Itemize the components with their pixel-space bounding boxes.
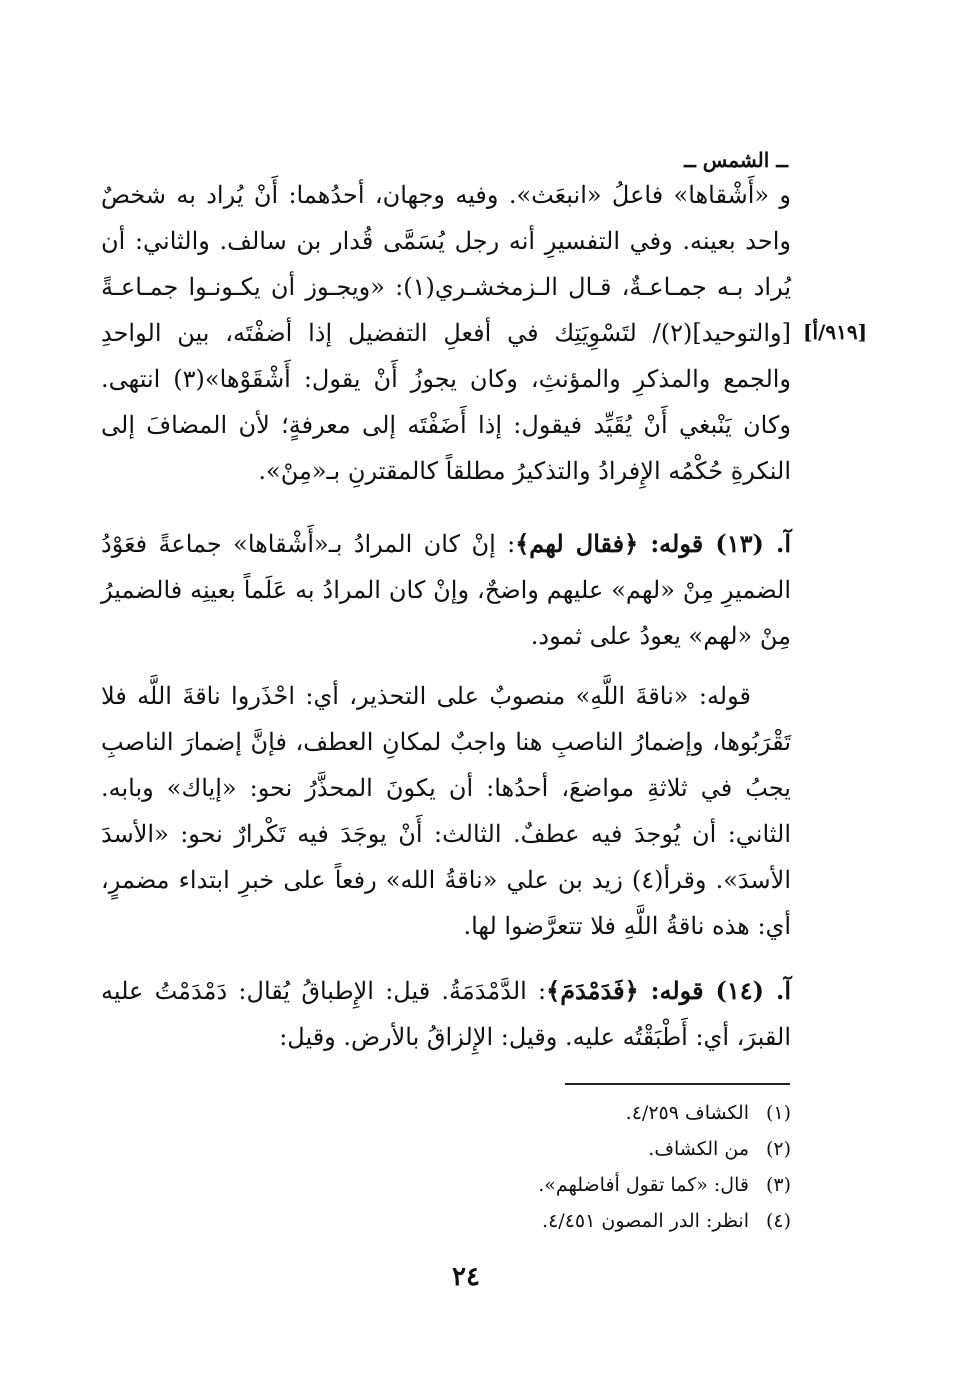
footnote-number: (١) <box>765 1102 791 1124</box>
footnote-text: من الكشاف. <box>648 1138 749 1160</box>
footnote-number: (٣) <box>765 1174 791 1196</box>
footnotes-list <box>391 1095 791 1239</box>
footnote-divider <box>565 1083 790 1085</box>
paragraph-4 <box>101 968 791 1060</box>
footnote-text: انظر: الدر المصون ٤/٤٥١. <box>542 1210 749 1232</box>
footnote-number: (٤) <box>765 1210 791 1232</box>
paragraph-2 <box>101 521 791 659</box>
footnote-item <box>391 1203 791 1239</box>
running-head: ــ الشمس ــ <box>684 148 788 172</box>
footnote-item <box>391 1131 791 1167</box>
footnote-item <box>391 1095 791 1131</box>
verse-heading-14: آ. (١٤) قوله: ﴿فَدَمْدَمَ﴾ <box>546 976 792 1005</box>
paragraph-1-text: و «أَشْقاها» فاعلُ «انبعَث». وفيه وجهان، أحدُهما: أَنْ يُراد به شخصٌ واحد بعينه. وفي التفسيرِ أنه رجل يُسَمَّى قُدار بن سالف. والثاني: أن يُراد بـه جمـاعـةٌ، قـال الـزمخشـري(١): «ويجـوز أن يكـونـوا جمـاعـةً [والتوحيد](٢)/ لتَسْوِيَتِك في أفعلِ التفضيل إذا أضفْتَه، بين الواحدِ والجمع والمذكرِ والمؤنثِ، وكان يجوزُ أَنْ يقول: أَشْقَوْها»(٣) انتهى. وكان يَنْبغي أَنْ يُقَيِّد فيقول: إذا أَضَفْتَه إلى معرفةٍ؛ لأن المضافَ إلى النكرةِ حُكْمُه الإِفرادُ والتذكيرُ مطلقاً كالمقترنِ بـ«مِنْ». <box>101 181 792 485</box>
verse-heading-13: آ. (١٣) قوله: ﴿فقال لهم﴾ <box>515 529 792 558</box>
paragraph-1 <box>101 172 791 494</box>
page-number: ٢٤ <box>452 1262 480 1292</box>
footnote-item <box>391 1167 791 1203</box>
footnote-number: (٢) <box>765 1138 791 1160</box>
paragraph-4-body: : الدَّمْدَمَةُ. قيل: الإِطباقُ يُقال: دَمْدَمْتُ عليه القبرَ، أي: أَطْبَقْتُه عليه. وقيل: الإِلزاقُ بالأرض. وقيل: <box>101 977 791 1051</box>
marginal-manuscript-ref: [٩١٩/أ] <box>803 320 868 344</box>
paragraph-3-text: قوله: «ناقةَ اللَّهِ» منصوبٌ على التحذير، أي: احْذَروا ناقةَ اللَّه فلا تَقْرَبُوها، وإضمارُ الناصبِ هنا واجبٌ لمكانِ العطف، فإنَّ إضمارَ الناصبِ يجبُ في ثلاثةِ مواضعَ، أحدُها: أن يكونَ المحذَّرُ نحو: «إياك» وبابه. الثاني: أن يُوجدَ فيه عطفٌ. الثالث: أَنْ يوجَدَ فيه تَكْرارٌ نحو: «الأسدَ الأسدَ». وقرأ(٤) زيد بن علي «ناقةُ الله» رفعاً على خبرِ ابتداء مضمرٍ، أي: هذه ناقةُ اللَّهِ فلا تتعرَّضوا لها. <box>101 682 791 940</box>
footnote-text: الكشاف ٤/٢٥٩. <box>625 1102 749 1124</box>
paragraph-3 <box>101 673 791 949</box>
paragraph-2-text <box>101 521 791 659</box>
paragraph-4-text <box>101 968 791 1060</box>
footnote-text: قال: «كما تقول أفاضلهم». <box>538 1174 749 1196</box>
paragraph-2-body: : إنْ كان المرادُ بـ«أَشْقاها» جماعةً فعَوْدُ الضميرِ مِنْ «لهم» عليهم واضحٌ، وإنْ كان المرادُ به عَلَماً بعينِه فالضميرُ مِنْ «لهم» يعودُ على ثمود. <box>101 530 791 650</box>
